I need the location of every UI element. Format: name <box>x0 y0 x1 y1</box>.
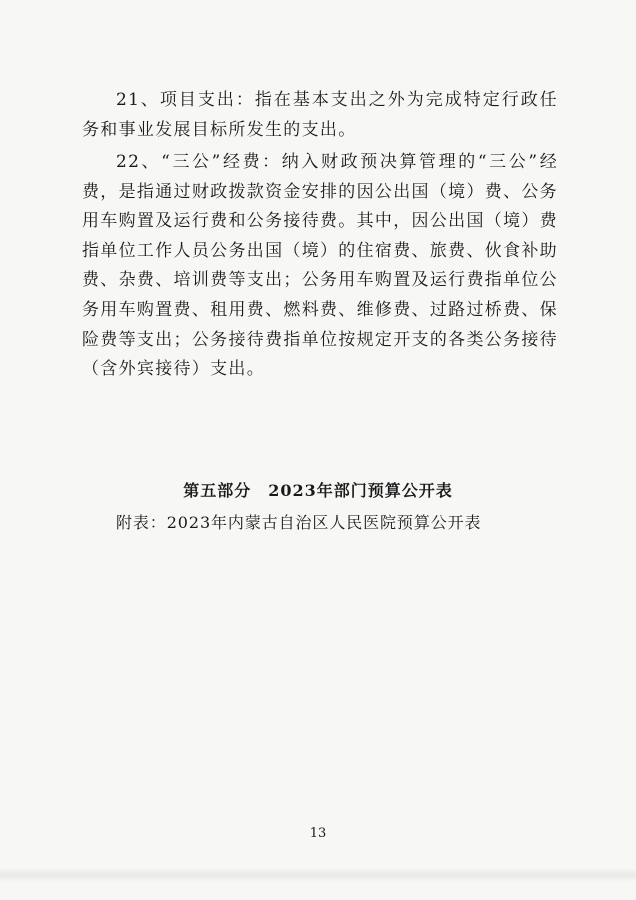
page-number: 13 <box>309 826 327 841</box>
scan-edge-shadow <box>0 868 636 882</box>
paragraph-item-22: 22、“三公”经费：纳入财政预决算管理的“三公”经费，是指通过财政拨款资金安排的因公出国（境）费、公务用车购置及运行费和公务接待费。其中，因公出国（境）费指单位工作人员公务出国（境）的住宿费、旅费、伙食补助费、杂费、培训费等支出；公务用车购置及运行费指单位公务用车购置费、租用费、燃料费、维修费、过路过桥费、保险费等支出；公务接待费指单位按规定开支的各类公务接待（含外宾接待）支出。 <box>82 152 558 380</box>
attachment-line: 附表：2023年内蒙古自治区人民医院预算公开表 <box>116 513 482 532</box>
section-heading: 第五部分 2023年部门预算公开表 <box>183 481 453 500</box>
paragraph-item-21: 21、项目支出：指在基本支出之外为完成特定行政任务和事业发展目标所发生的支出。 <box>82 90 558 140</box>
